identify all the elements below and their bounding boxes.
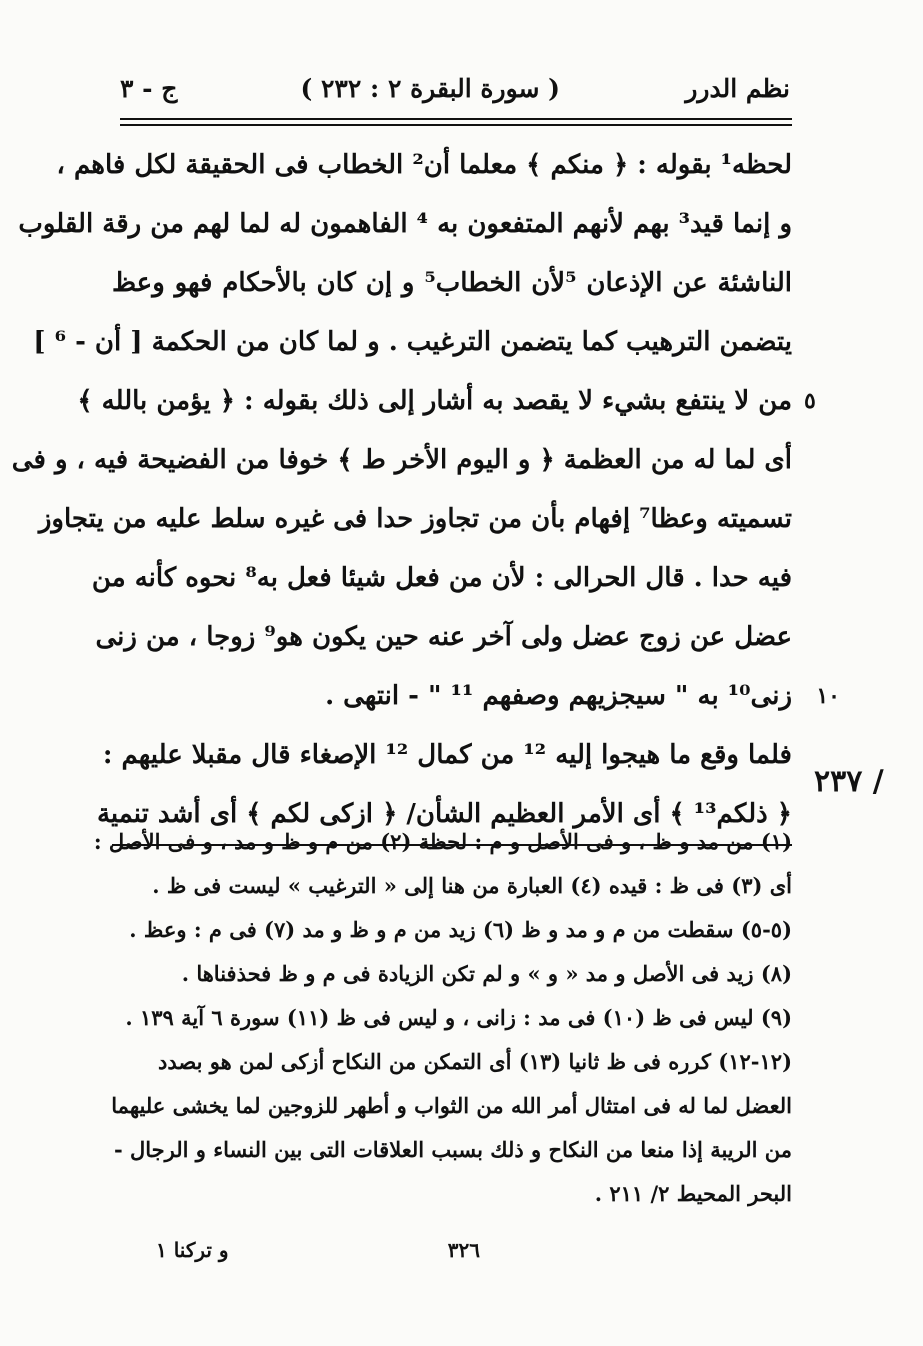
text-line: أى لما له من العظمة ﴿ و اليوم الأخر ط ﴾ خوفا من الفضيحة فيه ، و فى [11, 445, 792, 475]
footnote-line: العضل لما له فى امتثال أمر الله من الثواب و أطهر للزوجين لما يخشى عليهما [111, 1093, 792, 1118]
book-title: نظم الدرر [685, 74, 790, 103]
footnote-line: (٩) ليس فى ظ (١٠) فى مد : زانى ، و ليس فى ظ (١١) سورة ٦ آية ١٣٩ . [125, 1005, 792, 1030]
text-line: يتضمن الترهيب كما يتضمن الترغيب . و لما كان من الحكمة [ أن - ⁶ ] [33, 327, 792, 357]
page-number: ٣٢٦ [447, 1238, 480, 1262]
line-number: ١٠ [816, 683, 840, 709]
footnote-line: من الريبة إذا منعا من النكاح و ذلك بسبب العلاقات التى بين النساء و الرجال - [113, 1137, 792, 1162]
text-line: تسميته وعظا⁷ إفهام بأن من تجاوز حدا فى غيره سلط عليه من يتجاوز [38, 504, 792, 534]
running-header [120, 74, 790, 110]
footnote-line: البحر المحيط ٢/ ٢١١ . [594, 1181, 792, 1206]
text-line: الناشئة عن الإذعان ⁵لأن الخطاب⁵ و إن كان بالأحكام فهو وعظ [112, 268, 792, 298]
footnotes [93, 820, 792, 1216]
margin-manuscript-ref: / ٢٣٧ [814, 764, 884, 799]
footnote-line: (٨) زيد فى الأصل و مد « و » و لم تكن الزيادة فى م و ظ فحذفناها . [181, 961, 792, 986]
footnote-line: (١٢-١٢) كرره فى ظ ثانيا (١٣) أى التمكن من النكاح أزكى لمن هو بصدد [158, 1049, 792, 1074]
text-line: فيه حدا . قال الحرالى : لأن من فعل شيئا فعل به⁸ نحوه كأنه من [91, 563, 792, 593]
footnote-line: (٥-٥) سقطت من م و مد و ظ (٦) زيد من م و ظ و مد (٧) فى م : وعظ . [129, 917, 792, 942]
text-line-content: من لا ينتفع بشيء لا يقصد به أشار إلى ذلك بقوله : ﴿ يؤمن بالله ﴾ [77, 386, 792, 416]
header-rule-top [120, 118, 792, 120]
text-line: لحظه¹ بقوله : ﴿ منكم ﴾ معلما أن² الخطاب فى الحقيقة لكل فاهم ، [56, 150, 792, 180]
surah-reference: ( سورة البقرة ٢ : ٢٣٢ ) [300, 74, 560, 103]
main-text [11, 136, 840, 846]
page-footer [120, 1238, 790, 1268]
text-line: عضل عن زوج عضل ولى آخر عنه حين يكون هو⁹ زوجا ، من زنى [95, 622, 792, 652]
text-line-last: ﴿ ذلكم¹³ ﴾ أى الأمر العظيم الشأن/ ﴿ ازكى لكم ﴾ أى أشد تنمية [112, 785, 792, 846]
footnote-line: (١) من مد و ظ ، و فى الأصل و م : لحظة (٢) من م و ظ و مد ، و فى الأصل : [93, 829, 792, 854]
text-line: فلما وقع ما هيجوا إليه ¹² من كمال ¹² الإصغاء قال مقبلا عليهم : [102, 740, 792, 770]
footnote-line: أى (٣) فى ظ : قيده (٤) العبارة من هنا إلى « الترغيب » ليست فى ظ . [152, 873, 792, 898]
line-number: ٥ [804, 388, 816, 414]
text-line [112, 667, 840, 726]
volume-number: ج - ٣ [120, 74, 178, 103]
text-line [77, 372, 816, 431]
text-line: و إنما قيد³ بهم لأنهم المتفعون به ⁴ الفاهمون له لما لهم من رقة القلوب [18, 209, 792, 239]
header-rule-bottom [120, 124, 792, 126]
text-line-content: زنى¹⁰ به " سيجزيهم وصفهم ¹¹ " - انتهى . [325, 681, 792, 711]
catchword: و تركنا ١ [156, 1238, 229, 1262]
